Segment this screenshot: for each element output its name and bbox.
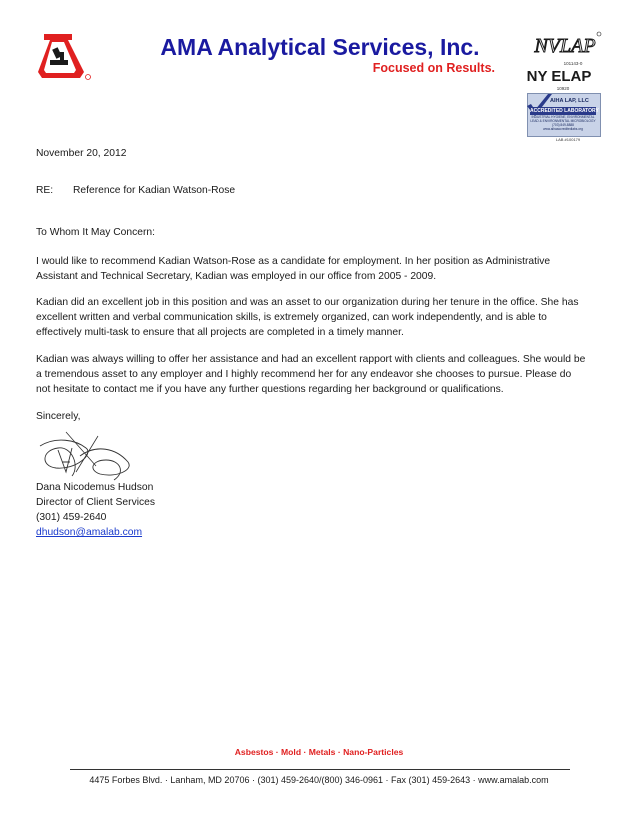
- paragraph-3-line: Kadian was always willing to offer her assistance and had an excellent rapport with clients and colleagues. She would be: [36, 354, 586, 365]
- nvlap-logo-icon: [527, 30, 603, 60]
- ny-elap-label: NY ELAP: [526, 68, 592, 85]
- company-name: AMA Analytical Services, Inc.: [160, 34, 480, 60]
- re-subject: Reference for Kadian Watson-Rose: [73, 185, 236, 196]
- paragraph-3: [36, 352, 602, 397]
- letter-date: November 20, 2012: [36, 148, 127, 159]
- signer-title: Director of Client Services: [36, 497, 156, 508]
- paragraph-2-line: effectively multi-task to ensure that all projects are completed in a timely manner.: [36, 327, 404, 338]
- paragraph-3-line: not hesitate to contact me if you have any further questions regarding her background or qualifications.: [36, 384, 504, 395]
- signer-email-link[interactable]: dhudson@amalab.com: [36, 527, 143, 538]
- svg-text:NVLAP: NVLAP: [534, 35, 596, 57]
- paragraph-1-line: I would like to recommend Kadian Watson-Rose as a candidate for employment. In her position as Administrative: [36, 256, 551, 267]
- re-label: RE:: [36, 185, 54, 196]
- ama-flask-logo-icon: [36, 32, 94, 82]
- paragraph-3-line: a tremendous asset to any employer and I highly recommend her for any endeavor she chooses to pursue. Please do: [36, 369, 572, 380]
- aiha-web: www.aihaaccreditedlabs.org: [543, 127, 583, 131]
- aiha-fields: INDUSTRIAL HYGIENE, ENVIRONMENTAL LEAD & ENVIRONMENTAL MICROBIOLOGY: [530, 115, 596, 123]
- aiha-accredited: ACCREDITED LABORATORY: [530, 108, 599, 114]
- ny-elap-code: 10920: [556, 86, 570, 91]
- aiha-accreditation-badge: [527, 93, 601, 137]
- footer-divider: [70, 769, 570, 770]
- nvlap-code: 101143-0: [563, 61, 583, 66]
- aiha-phone: (703) 849-8888: [552, 123, 574, 127]
- company-tagline: Focused on Results.: [372, 61, 495, 75]
- paragraph-1: [36, 254, 602, 284]
- footer-address: 4475 Forbes Blvd. · Lanham, MD 20706 · (301) 459-2640/(800) 346-0961 · Fax (301) 459-2643 · www.amalab.com: [89, 775, 549, 785]
- signer-phone: (301) 459-2640: [36, 512, 107, 523]
- aiha-name: AIHA LAP, LLC: [550, 98, 589, 104]
- paragraph-2: [36, 295, 602, 340]
- signer-name: Dana Nicodemus Hudson: [36, 482, 154, 493]
- paragraph-2-line: Kadian did an excellent job in this position and was an asset to our organization during her tenure in the office. She has: [36, 297, 579, 308]
- footer-services: Asbestos · Mold · Metals · Nano-Particles: [234, 747, 404, 757]
- paragraph-2-line: excellent written and verbal communication skills, is extremely organized, can work independently, and is able to: [36, 312, 547, 323]
- aiha-details: [530, 115, 596, 131]
- paragraph-1-line: Assistant and Technical Secretary, Kadian was employed in our office from 2005 - 2009.: [36, 271, 437, 282]
- lab-code: LAB #100179: [555, 137, 581, 142]
- signer-block: [36, 480, 155, 540]
- handwritten-signature-icon: [36, 426, 136, 484]
- closing: Sincerely,: [36, 411, 81, 422]
- salutation: To Whom It May Concern:: [36, 227, 156, 238]
